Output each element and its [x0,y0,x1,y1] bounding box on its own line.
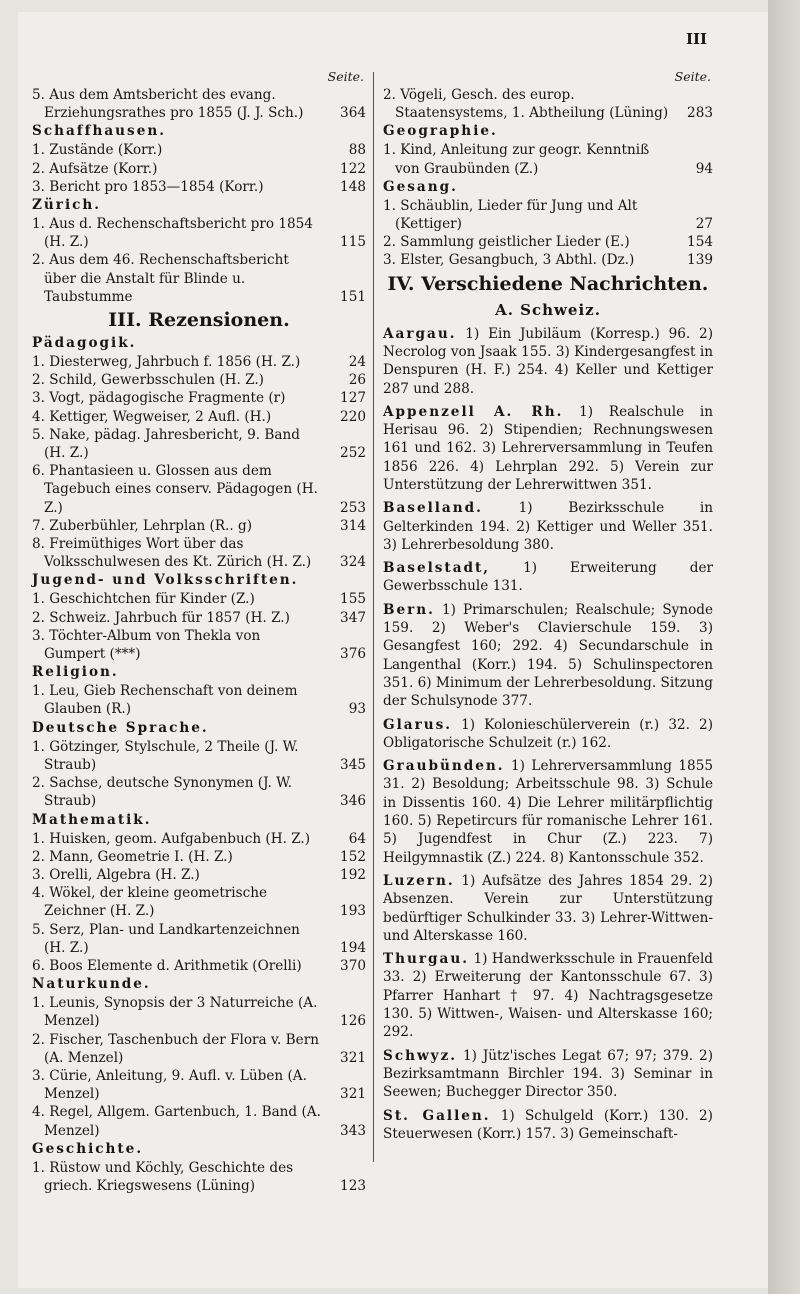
entry-title: 2. Sammlung geistlicher Lieder (E.) [383,234,630,251]
canton-name: Bern. [383,601,435,618]
entry-page-number: 27 [695,216,713,233]
section-heading: Geographie. [383,123,498,140]
canton-entries: 1) Erweiterung der Gewerbsschule 131. [383,560,713,595]
section-heading: Naturkunde. [32,976,151,993]
entry-page-number: 148 [340,178,366,195]
entry-title: 5. Nake, pädag. Jahresbericht, 9. Band (H. Z.) [32,426,300,462]
canton-name: Aargau. [383,325,457,342]
section-heading: Zürich. [32,197,102,214]
index-entry [32,535,366,571]
entry-page-number: 343 [340,1122,366,1139]
section-heading: Jugend- und Volksschriften. [32,572,299,589]
entry-title: 2. Vögeli, Gesch. des europ. Staatensystems, 1. Abtheilung (Lüning) [383,87,669,122]
entry-page-number: 24 [348,354,366,371]
index-entry [32,866,366,884]
index-entry [32,774,366,810]
canton-name: Schwyz. [383,1047,458,1064]
page-number: III [686,30,708,48]
canton-name: Graubünden. [383,758,505,775]
index-entry [32,738,366,774]
entry-page-number: 283 [687,105,713,122]
section-heading: Gesang. [383,178,458,195]
entry-page-number: 220 [340,408,366,425]
canton-paragraph [383,757,713,867]
entry-page-number: 126 [340,1013,366,1030]
entry-title: 1. Geschichtchen für Kinder (Z.) [32,591,255,608]
entry-title: 3. Töchter-Album von Thekla von Gumpert (***) [32,627,261,663]
canton-name: St. Gallen. [383,1107,491,1124]
index-entry [32,830,366,848]
part-heading: IV. Verschiedene Nachrichten. [387,272,709,295]
entry-title: 4. Wökel, der kleine geometrische Zeichner (H. Z.) [32,885,268,920]
entry-page-number: 155 [340,591,366,608]
index-entry [383,86,713,122]
entry-page-number: 127 [340,390,366,407]
entry-title: 4. Regel, Allgem. Gartenbuch, 1. Band (A. Menzel) [32,1104,321,1139]
entry-title: 2. Schweiz. Jahrbuch für 1857 (H. Z.) [32,609,290,626]
entry-page-number: 253 [340,499,366,516]
left-column [32,68,366,1195]
page-edge [768,0,800,1294]
subsection-heading: A. Schweiz. [495,300,601,319]
index-entry [32,682,366,718]
canton-entries: 1) Jütz'isches Legat 67; 97; 379. 2) Bezirksamtmann Birchler 194. 3) Seminar in Seewen; Buchegger Director 350. [383,1047,713,1101]
section-heading: Mathematik. [32,811,152,828]
entry-title: 8. Freimüthiges Wort über das Volksschulwesen des Kt. Zürich (H. Z.) [32,536,312,571]
entry-page-number: 376 [340,646,366,663]
index-entry [32,160,366,178]
entry-title: 1. Leu, Gieb Rechenschaft von deinem Glauben (R.) [32,683,298,718]
canton-entries: 1) Aufsätze des Jahres 1854 29. 2) Absenzen. Verein zur Unterstützung bedürftiger Schulkinder 33. 3) Lehrer-Wittwen- und Alterskasse 160. [383,872,713,944]
entry-page-number: 151 [340,288,366,305]
part-heading: III. Rezensionen. [108,309,290,332]
entry-title: 5. Serz, Plan- und Landkartenzeichnen (H. Z.) [32,921,300,956]
index-entry [32,251,366,306]
entry-title: 3. Vogt, pädagogische Fragmente (r) [32,390,286,407]
entry-page-number: 364 [340,105,366,122]
index-entry [32,215,366,251]
section-heading: Geschichte. [32,1140,144,1157]
index-entry [383,141,713,177]
index-entry [32,627,366,663]
canton-paragraph [383,559,713,596]
entry-title: 1. Götzinger, Stylschule, 2 Theile (J. W. Straub) [32,738,299,773]
canton-paragraph [383,1047,713,1102]
index-entry [32,178,366,196]
entry-page-number: 123 [340,1177,366,1194]
index-entry [32,884,366,920]
entry-title: 2. Aufsätze (Korr.) [32,160,158,177]
entry-title: 1. Huisken, geom. Aufgabenbuch (H. Z.) [32,830,311,847]
index-entry [32,848,366,866]
entry-title: 1. Rüstow und Köchly, Geschichte des griech. Kriegswesens (Lüning) [32,1159,294,1194]
entry-page-number: 321 [340,1049,366,1066]
entry-page-number: 321 [340,1086,366,1103]
section-heading: Religion. [32,664,119,681]
entry-page-number: 122 [340,160,366,177]
index-entry [32,389,366,407]
canton-name: Glarus. [383,716,453,733]
index-entry [32,353,366,371]
index-entry [32,408,366,426]
canton-paragraph [383,716,713,753]
entry-title: 2. Aus dem 46. Rechenschaftsbericht über die Anstalt für Blinde u. Taubstumme [32,252,289,305]
entry-page-number: 347 [340,609,366,626]
index-entry [32,994,366,1030]
index-entry [32,1067,366,1103]
canton-entries: 1) Primarschulen; Realschule; Synode 159. 2) Weber's Clavierschule 159. 3) Gesangfest 160; 292. 4) Secundarschule in Langenthal (Korr.) 194. 5) Schulinspectoren 351. 6) Minimum der Lehrerbesoldung. Sitzung der Schulsynode 377. [383,601,713,710]
canton-paragraph [383,872,713,945]
index-entry [32,609,366,627]
canton-name: Baselland. [383,500,483,517]
entry-title: 5. Aus dem Amtsbericht des evang. Erziehungsrathes pro 1855 (J. J. Sch.) [32,87,304,122]
section-heading: Pädagogik. [32,335,137,352]
index-entry [32,921,366,957]
index-entry [32,1103,366,1139]
entry-title: 2. Schild, Gewerbsschulen (H. Z.) [32,372,264,389]
index-entry [32,517,366,535]
canton-name: Thurgau. [383,951,469,968]
entry-page-number: 154 [687,234,713,251]
index-entry [32,462,366,517]
canton-entries: 1) Handwerksschule in Frauenfeld 33. 2) Erweiterung der Kantonsschule 67. 3) Pfarrer Hanhart † 97. 4) Nachtragsgesetze 130. 5) Wittwen-, Waisen- und Alterskasse 160; 292. [383,951,713,1041]
entry-title: 3. Bericht pro 1853—1854 (Korr.) [32,178,264,195]
entry-title: 1. Zustände (Korr.) [32,142,163,159]
entry-page-number: 345 [340,756,366,773]
index-entry [32,590,366,608]
entry-title: 1. Diesterweg, Jahrbuch f. 1856 (H. Z.) [32,354,301,371]
canton-paragraph [383,1107,713,1144]
entry-title: 1. Leunis, Synopsis der 3 Naturreiche (A. Menzel) [32,995,318,1030]
column-divider [373,72,374,1162]
entry-title: 6. Phantasieen u. Glossen aus dem Tagebuch eines conserv. Pädagogen (H. Z.) [32,463,318,516]
entry-page-number: 115 [340,234,366,251]
entry-page-number: 346 [340,793,366,810]
right-column [383,68,713,1148]
entry-page-number: 194 [340,939,366,956]
canton-entries: 1) Realschule in Herisau 96. 2) Stipendien; Rechnungswesen 161 und 162. 3) Lehrerversammlung in Teufen 1856 226. 4) Lehrplan 292. 5) Verein zur Unterstützung der Lehrerwittwen 351. [383,403,713,493]
entry-page-number: 26 [348,372,366,389]
section-heading: Schaffhausen. [32,123,166,140]
canton-paragraph [383,601,713,711]
entry-title: 2. Mann, Geometrie I. (H. Z.) [32,848,233,865]
canton-paragraph [383,499,713,554]
seite-label-right: Seite. [674,69,711,84]
canton-entries: 1) Schulgeld (Korr.) 130. 2) Steuerwesen (Korr.) 157. 3) Gemeinschaft- [383,1107,713,1142]
index-entry [383,197,713,233]
index-entry [32,141,366,159]
canton-name: Luzern. [383,872,455,889]
canton-paragraph [383,403,713,494]
entry-title: 1. Schäublin, Lieder für Jung und Alt (Kettiger) [383,197,638,233]
index-entry [383,233,713,251]
canton-entries: 1) Lehrerversammlung 1855 31. 2) Besoldung; Arbeitsschule 98. 3) Schule in Dissentis 160. 4) Die Lehrer militärpflichtig 160. 5) Repetircurs für romanische Lehrer 161. 5) Jugendfest in Chur (Z.) 223. 7) Heilgymnastik (Z.) 224. 8) Kantonsschule 352. [383,758,713,866]
entry-page-number: 93 [348,701,366,718]
entry-title: 2. Fischer, Taschenbuch der Flora v. Bern (A. Menzel) [32,1031,319,1066]
canton-entries: 1) Ein Jubiläum (Korresp.) 96. 2) Necrolog von Jsaak 155. 3) Kindergesangfest in Denspuren (H. F.) 254. 4) Keller und Kettiger 287 und 288. [383,325,713,397]
entry-page-number: 324 [340,554,366,571]
section-heading: Deutsche Sprache. [32,719,209,736]
index-entry [32,371,366,389]
seite-label-left: Seite. [327,69,364,84]
entry-page-number: 152 [340,848,366,865]
entry-page-number: 192 [340,866,366,883]
entry-page-number: 370 [340,957,366,974]
entry-title: 6. Boos Elemente d. Arithmetik (Orelli) [32,957,302,974]
index-entry [383,251,713,269]
index-entry [32,1159,366,1195]
entry-title: 7. Zuberbühler, Lehrplan (R.. g) [32,517,253,534]
index-entry [32,957,366,975]
canton-name: Baselstadt, [383,560,491,577]
entry-page-number: 193 [340,903,366,920]
entry-page-number: 64 [348,830,366,847]
entry-title: 2. Sachse, deutsche Synonymen (J. W. Straub) [32,775,293,810]
entry-page-number: 88 [348,142,366,159]
entry-title: 1. Aus d. Rechenschaftsbericht pro 1854 (H. Z.) [32,216,313,251]
entry-page-number: 314 [340,517,366,534]
entry-title: 3. Elster, Gesangbuch, 3 Abthl. (Dz.) [383,252,635,269]
entry-page-number: 252 [340,445,366,462]
entry-page-number: 139 [687,252,713,269]
entry-title: 3. Cürie, Anleitung, 9. Aufl. v. Lüben (A. Menzel) [32,1067,307,1103]
canton-paragraph [383,325,713,398]
entry-title: 4. Kettiger, Wegweiser, 2 Aufl. (H.) [32,408,272,425]
canton-paragraph [383,950,713,1041]
entry-title: 1. Kind, Anleitung zur geogr. Kenntniß von Graubünden (Z.) [383,142,650,177]
canton-entries: 1) Kolonieschülerverein (r.) 32. 2) Obligatorische Schulzeit (r.) 162. [383,716,713,751]
index-entry [32,426,366,462]
entry-title: 3. Orelli, Algebra (H. Z.) [32,866,200,883]
index-entry [32,1031,366,1067]
entry-page-number: 94 [695,160,713,177]
canton-name: Appenzell A. Rh. [383,403,564,420]
canton-entries: 1) Bezirksschule in Gelterkinden 194. 2) Kettiger und Weller 351. 3) Lehrerbesoldung 380. [383,500,713,553]
index-entry [32,86,366,122]
